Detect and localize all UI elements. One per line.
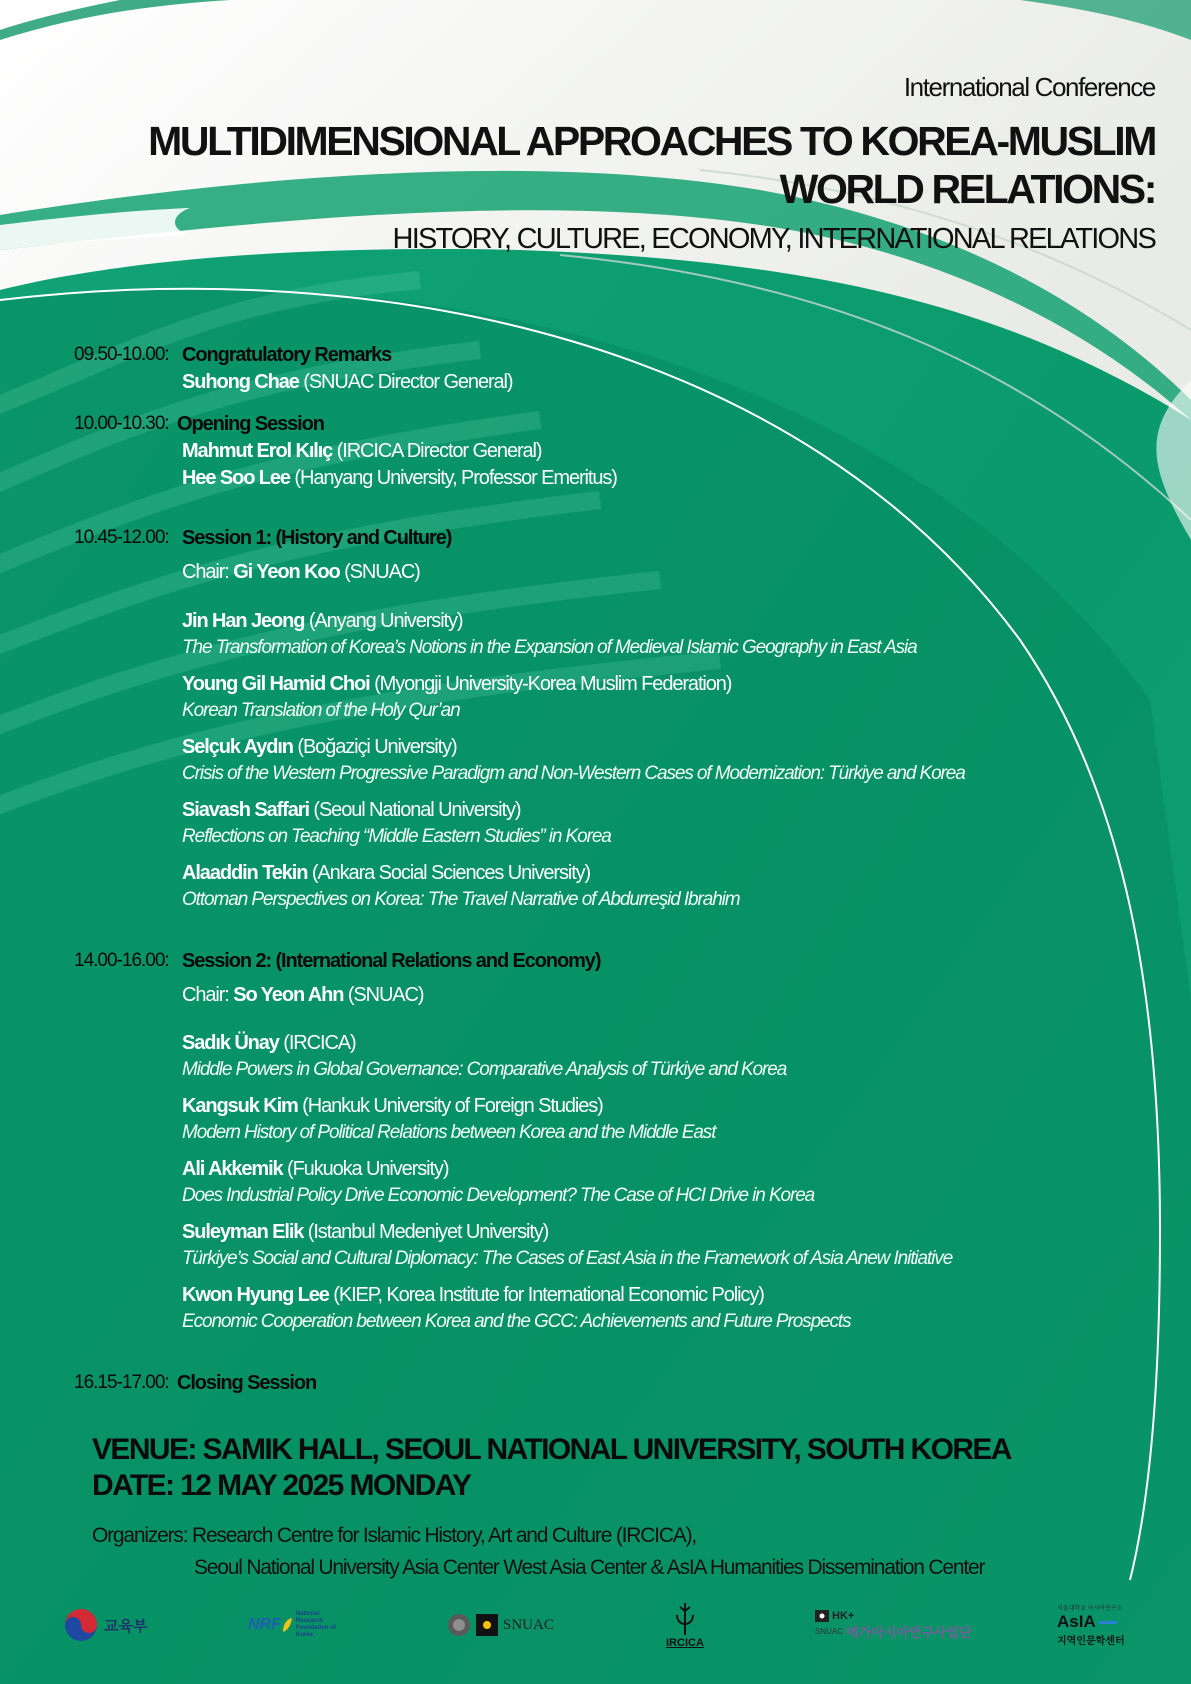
slot-title: Session 1: (History and Culture) [182,527,452,549]
asia-accent-bar [1099,1621,1117,1624]
ircica-emblem-icon [672,1601,698,1637]
chair-affiliation: (SNUAC) [339,561,420,583]
speaker-affiliation: (Anyang University) [304,610,463,632]
snuac-logo [447,1590,554,1660]
speaker-affiliation: (Hanyang University, Professor Emeritus) [289,467,617,489]
talk-speaker [182,799,520,822]
speaker-affiliation: (Seoul National University) [308,799,521,821]
venue-line: VENUE: SAMIK HALL, SEOUL NATIONAL UNIVERSITY, SOUTH KOREA [92,1433,1011,1466]
asia-center-bottom-text: 지역인문학센터 [1057,1636,1125,1647]
snuac-logo-text: SNUAC [503,1616,554,1633]
speaker-line [182,467,617,490]
slot-title: Opening Session [177,413,324,435]
speaker-affiliation: (KIEP, Korea Institute for International Economic Policy) [328,1284,764,1306]
asia-center-top-text: 서울대학교 아시아연구소 [1057,1606,1123,1612]
hk-logo-text: HK+ [832,1609,855,1622]
talk-title: Ottoman Perspectives on Korea: The Travel Narrative of Abdurreşid Ibrahim [182,889,740,910]
talk-title: Economic Cooperation between Korea and the GCC: Achievements and Future Prospects [182,1311,851,1332]
talk-speaker [182,1032,356,1055]
asia-center-main-text: AsIA [1057,1612,1096,1631]
organizers-block [92,1520,984,1584]
talk-title: The Transformation of Korea’s Notions in the Expansion of Medieval Islamic Geography in East Asia [182,637,917,658]
talk-speaker [182,1284,764,1307]
conference-title-line1: MULTIDIMENSIONAL APPROACHES TO KOREA-MUSLIM [148,118,1155,164]
slot-time: 10.45-12.00: [74,527,169,548]
chair-name: So Yeon Ahn [233,984,344,1006]
speaker-affiliation: (IRCICA) [278,1032,356,1054]
slot-time: 14.00-16.00: [74,950,169,971]
ircica-logo-text: IRCICA [666,1637,704,1649]
slot-title: Congratulatory Remarks [182,344,392,366]
date-line: DATE: 12 MAY 2025 MONDAY [92,1469,471,1502]
taegeuk-icon [64,1608,98,1642]
talk-speaker [182,610,462,633]
talk-title: Korean Translation of the Holy Qur’an [182,700,460,721]
slot-time: 16.15-17.00: [74,1372,169,1393]
talk-speaker [182,673,731,696]
speaker-name: Suhong Chae [182,371,299,393]
speaker-name: Siavash Saffari [182,799,309,821]
speaker-line [182,371,512,394]
speaker-line [182,440,541,463]
nrf-logo-text: NRF [248,1616,281,1633]
speaker-affiliation: (Fukuoka University) [282,1158,449,1180]
hk-mega-asia-text: 메가아시아연구사업단 [846,1624,972,1640]
speaker-name: Ali Akkemik [182,1158,283,1180]
chair-name: Gi Yeon Koo [233,561,340,583]
venue-date-block [92,1432,1011,1504]
moe-logo [64,1590,147,1660]
conference-subtitle: HISTORY, CULTURE, ECONOMY, INTERNATIONAL RELATIONS [392,223,1155,255]
nrf-leaf-icon [281,1616,293,1634]
moe-logo-text: 교육부 [104,1617,148,1635]
talk-speaker [182,1158,448,1181]
asia-center-logo [1057,1590,1125,1660]
talk-title: Middle Powers in Global Governance: Comparative Analysis of Türkiye and Korea [182,1059,787,1080]
talk-title: Modern History of Political Relations between Korea and the Middle East [182,1122,716,1143]
speaker-name: Mahmut Erol Kılıç [182,440,333,462]
talk-title: Crisis of the Western Progressive Paradigm and Non-Western Cases of Modernization: Türkiye and Korea [182,763,965,784]
slot-title: Closing Session [177,1372,317,1394]
slot-time: 09.50-10.00: [74,344,169,365]
talk-speaker [182,736,457,759]
talk-speaker [182,1095,603,1118]
speaker-name: Alaaddin Tekin [182,862,308,884]
nrf-logo-subtext: National Research Foundation of Korea [295,1611,336,1638]
speaker-name: Jin Han Jeong [182,610,305,632]
snu-emblem-icon [447,1613,471,1637]
talk-title: Türkiye’s Social and Cultural Diplomacy: The Cases of East Asia in the Framework of Asia Anew Initiative [182,1248,953,1269]
sponsor-logos [0,1590,1191,1670]
chair-line [182,561,420,584]
speaker-affiliation: (Hankuk University of Foreign Studies) [297,1095,603,1117]
talk-title: Reflections on Teaching “Middle Eastern Studies” in Korea [182,826,611,847]
hk-mega-asia-logo [815,1590,972,1660]
slot-title: Session 2: (International Relations and Economy) [182,950,601,972]
speaker-name: Kwon Hyung Lee [182,1284,329,1306]
organizers-line2: Seoul National University Asia Center West Asia Center & AsIA Humanities Dissemination Center [194,1556,985,1579]
talk-speaker [182,862,590,885]
speaker-affiliation: (Myongji University-Korea Muslim Federation) [369,673,732,695]
speaker-affiliation: (Boğaziçi University) [292,736,457,758]
speaker-name: Sadık Ünay [182,1032,279,1054]
speaker-affiliation: (SNUAC Director General) [298,371,513,393]
snuac-emblem-icon [475,1613,499,1637]
ircica-logo [666,1590,704,1660]
chair-line [182,984,423,1007]
conference-title-line2: WORLD RELATIONS: [779,166,1155,212]
speaker-affiliation: (Ankara Social Sciences University) [307,862,591,884]
speaker-name: Selçuk Aydın [182,736,293,758]
slot-time: 10.00-10.30: [74,413,169,434]
speaker-name: Suleyman Elik [182,1221,304,1243]
speaker-name: Hee Soo Lee [182,467,290,489]
speaker-name: Young Gil Hamid Choi [182,673,370,695]
speaker-affiliation: (Istanbul Medeniyet University) [303,1221,549,1243]
poster-header [55,72,1155,256]
organizers-line1: Organizers: Research Centre for Islamic History, Art and Culture (IRCICA), [92,1524,697,1547]
talk-title: Does Industrial Policy Drive Economic Development? The Case of HCI Drive in Korea [182,1185,815,1206]
hk-emblem-icon [815,1610,829,1622]
nrf-logo [248,1590,340,1660]
chair-label: Chair: [182,984,234,1006]
chair-affiliation: (SNUAC) [343,984,424,1006]
conference-pretitle: International Conference [903,72,1155,102]
chair-label: Chair: [182,561,234,583]
speaker-affiliation: (IRCICA Director General) [332,440,542,462]
speaker-name: Kangsuk Kim [182,1095,298,1117]
talk-speaker [182,1221,548,1244]
hk-snuac-text: SNUAC [815,1626,844,1636]
